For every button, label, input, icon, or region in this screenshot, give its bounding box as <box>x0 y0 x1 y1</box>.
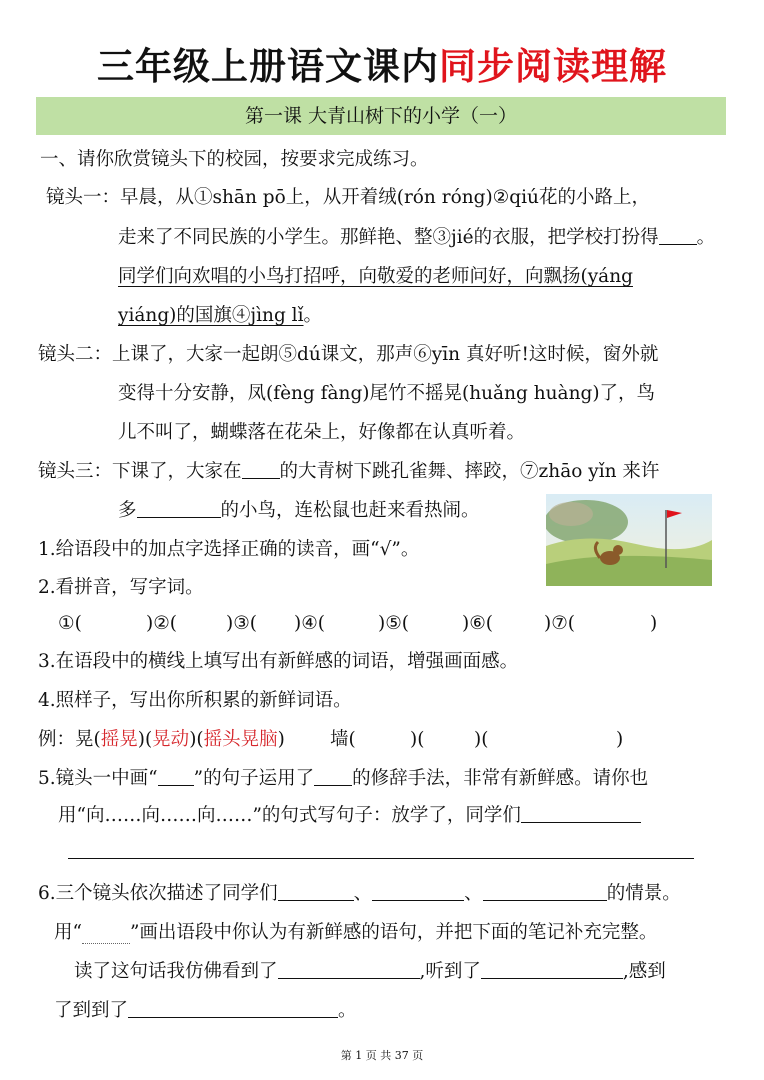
example-word-2: 晃动 <box>152 729 190 750</box>
shot2-lead: 镜头二： <box>38 344 113 365</box>
shot1-line1 <box>46 185 650 211</box>
q6-sep2: 、 <box>464 883 483 904</box>
shot1-text4-end: 。 <box>303 305 323 326</box>
answer-blank[interactable] <box>278 882 354 901</box>
shot2-line2: 变得十分安静，凤(fèng fàng)尾竹不摇晃(huǎng huàng)了，鸟 <box>118 383 656 404</box>
shot2-line3: 儿不叫了，蝴蝶落在花朵上，好像都在认真听着。 <box>118 422 526 443</box>
question-5-line1 <box>38 766 648 792</box>
answer-blank[interactable] <box>242 460 280 479</box>
q6-l2b: ”画出语段中你认为有新鲜感的语句，并把下面的笔记补充完整。 <box>129 922 658 943</box>
question-4-example <box>38 727 638 753</box>
q5-b: ”的句子运用了 <box>193 768 315 789</box>
q6-l4a: 了到到了 <box>54 1000 129 1021</box>
pinyin-slot-6[interactable]: )⑥( <box>462 613 494 634</box>
example-sep-2: )( <box>189 729 204 750</box>
pinyin-slot-4[interactable]: )④( <box>294 613 326 634</box>
q6-end: 的情景。 <box>606 883 681 904</box>
word-prompt: 墙( <box>330 729 356 750</box>
example-lead: 例：晃( <box>38 729 101 750</box>
answer-blank[interactable] <box>314 767 352 786</box>
shot3-lead: 镜头三： <box>38 461 113 482</box>
schoolyard-illustration <box>546 494 712 586</box>
shot1-text4: yiáng)的国旗④jìng lǐ <box>118 305 304 326</box>
q6-l4b: 。 <box>338 1000 357 1021</box>
shot1-text1: 早晨，从①shān pō上，从开着绒(rón róng)②qiú花的小路上， <box>120 187 650 208</box>
word-slot-3[interactable]: ) <box>616 729 624 750</box>
question-6-line3 <box>74 959 666 985</box>
shot1-line4 <box>118 303 322 329</box>
question-6-line4 <box>54 998 357 1024</box>
pinyin-slot-1[interactable]: ①( <box>58 613 82 634</box>
pinyin-slot-5[interactable]: )⑤( <box>378 613 410 634</box>
q5-c: 的修辞手法，非常有新鲜感。请你也 <box>352 768 649 789</box>
answer-blank[interactable] <box>278 960 420 979</box>
word-slot-1[interactable]: )( <box>410 729 425 750</box>
q5-l2: 用“向……向……向……”的句式写句子：放学了，同学们 <box>58 805 521 826</box>
shot1-text2-end: 。 <box>696 227 716 248</box>
answer-blank[interactable] <box>481 960 623 979</box>
shot1-text2: 走来了不同民族的小学生。那鲜艳、整③jié的衣服，把学校打扮得 <box>118 227 659 248</box>
title-red: 同步阅读理解 <box>439 45 667 88</box>
question-6-line1 <box>38 881 681 907</box>
shot2-text1: 上课了，大家一起朗⑤dú课文，那声⑥yīn 真好听!这时候，窗外就 <box>112 344 659 365</box>
shot3-line2 <box>118 498 480 524</box>
section-heading: 一、请你欣赏镜头下的校园，按要求完成练习。 <box>40 149 429 170</box>
answer-blank[interactable] <box>659 226 697 245</box>
title-black: 三年级上册语文课内 <box>97 45 439 88</box>
wavy-line-sample <box>82 929 130 944</box>
answer-blank[interactable] <box>521 804 641 823</box>
shot1-line3: 同学们向欢唱的小鸟打招呼，向敬爱的老师问好，向飘扬(yáng <box>118 266 633 287</box>
page-footer: 第 1 页 共 37 页 <box>340 1049 424 1062</box>
pinyin-slot-2[interactable]: )②( <box>146 613 178 634</box>
example-word-1: 摇晃 <box>100 729 138 750</box>
word-slot-2[interactable]: )( <box>474 729 489 750</box>
q6-l3b: ,听到了 <box>419 961 481 982</box>
page-title <box>0 36 764 90</box>
pinyin-slot-3[interactable]: )③( <box>226 613 258 634</box>
example-sep-1: )( <box>137 729 153 750</box>
pinyin-slot-7[interactable]: )⑦( <box>544 613 576 634</box>
q6-sep1: 、 <box>353 883 373 904</box>
answer-blank[interactable] <box>372 882 464 901</box>
question-4: 4.照样子，写出你所积累的新鲜词语。 <box>38 690 352 711</box>
shot3-text2b: 的小鸟，连松鼠也赶来看热闹。 <box>220 500 480 521</box>
question-2: 2.看拼音，写字词。 <box>38 577 204 598</box>
question-3: 3.在语段中的横线上填写出有新鲜感的词语，增强画面感。 <box>38 651 519 672</box>
shot3-line1 <box>38 459 659 485</box>
shot2-line1 <box>38 342 658 368</box>
question-1: 1.给语段中的加点字选择正确的读音，画“√”。 <box>38 539 420 560</box>
example-word-3: 摇头晃脑 <box>203 729 278 750</box>
example-tail: ) <box>277 729 285 750</box>
shot3-text2a: 多 <box>118 500 137 521</box>
shot3-text1b: 的大青树下跳孔雀舞、摔跤，⑦zhāo yǐn 来许 <box>279 461 660 482</box>
question-5-line2 <box>58 803 641 829</box>
answer-blank[interactable] <box>137 499 221 518</box>
answer-blank[interactable] <box>128 999 338 1018</box>
q6-a: 6.三个镜头依次描述了同学们 <box>38 883 278 904</box>
pinyin-slot-end: ) <box>650 613 658 634</box>
lesson-banner: 第一课 大青山树下的小学（一） <box>36 97 726 135</box>
shot3-text1a: 下课了，大家在 <box>112 461 242 482</box>
question-6-line2 <box>54 920 657 946</box>
answer-line[interactable] <box>68 858 694 859</box>
q6-l3a: 读了这句话我仿佛看到了 <box>74 961 278 982</box>
q6-l2a: 用“ <box>54 922 82 943</box>
shot1-line2 <box>118 225 715 251</box>
q5-a: 5.镜头一中画“ <box>38 768 158 789</box>
underline-sample <box>158 767 194 786</box>
shot1-lead: 镜头一： <box>46 187 121 208</box>
q6-l3c: ,感到 <box>622 961 666 982</box>
answer-blank[interactable] <box>483 882 607 901</box>
